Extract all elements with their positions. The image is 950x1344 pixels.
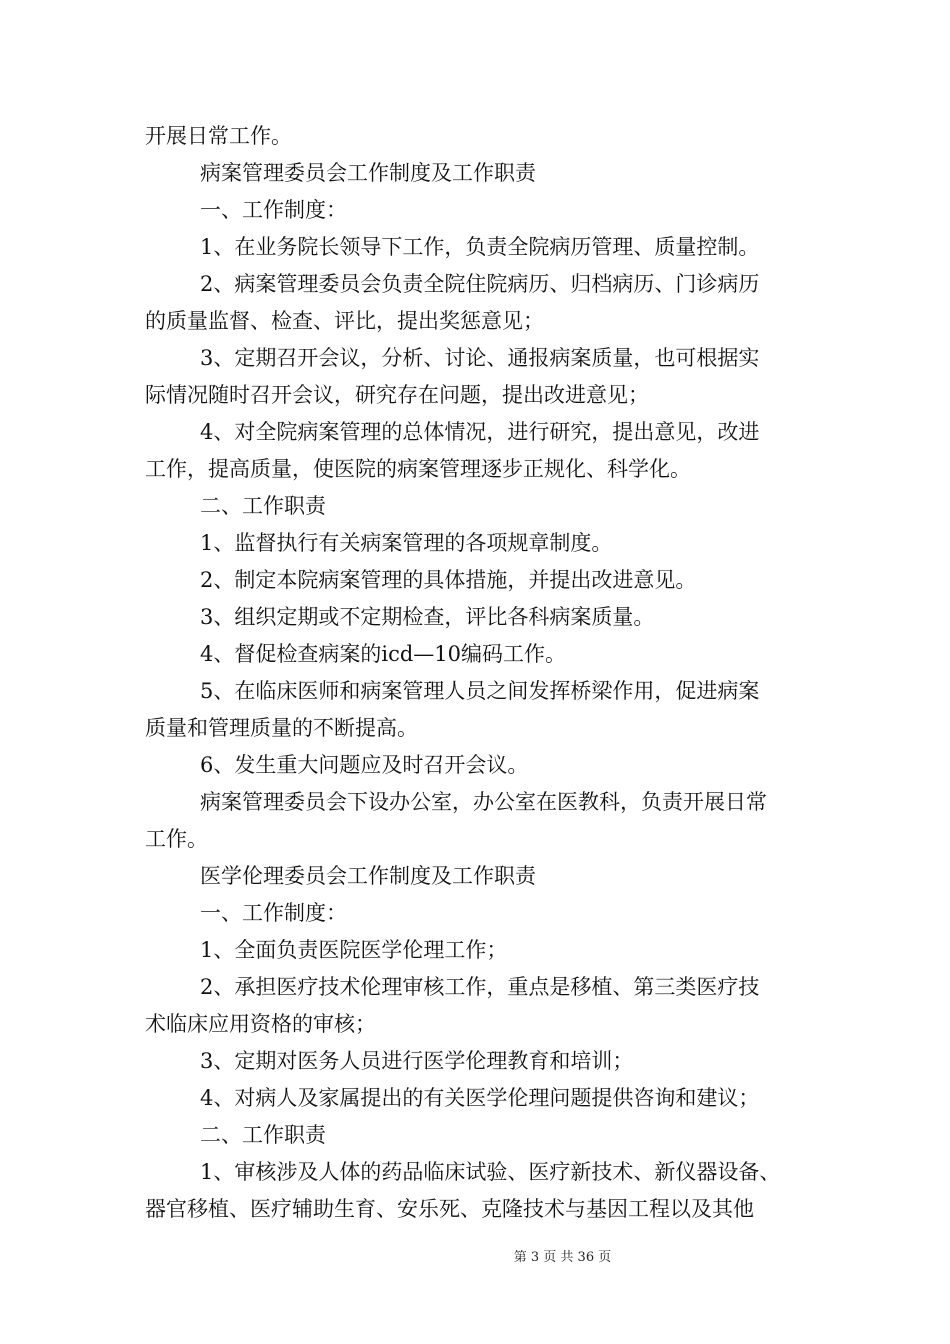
text-line: 3、定期对医务人员进行医学伦理教育和培训； (200, 1049, 634, 1073)
text-line: 6、发生重大问题应及时召开会议。 (200, 753, 529, 777)
text-line: 的质量监督、检查、评比，提出奖惩意见； (145, 309, 544, 333)
text-line: 病案管理委员会下设办公室，办公室在医教科，负责开展日常 (200, 790, 767, 814)
text-line: 2、承担医疗技术伦理审核工作，重点是移植、第三类医疗技 (200, 975, 760, 999)
text-line: 2、病案管理委员会负责全院住院病历、归档病历、门诊病历 (200, 272, 760, 296)
text-line: 术临床应用资格的审核； (145, 1012, 376, 1036)
text-line: 4、对病人及家属提出的有关医学伦理问题提供咨询和建议； (200, 1086, 760, 1110)
subsection-heading: 二、工作职责 (200, 494, 326, 518)
section-title: 医学伦理委员会工作制度及工作职责 (200, 864, 536, 888)
section-title: 病案管理委员会工作制度及工作职责 (200, 161, 536, 185)
body-text (145, 118, 810, 1228)
page-number-footer: 第 3 页 共 36 页 (513, 1250, 612, 1265)
text-line: 开展日常工作。 (145, 124, 292, 148)
text-line: 3、组织定期或不定期检查，评比各科病案质量。 (200, 605, 655, 629)
text-line: 工作，提高质量，使医院的病案管理逐步正规化、科学化。 (145, 457, 691, 481)
text-line: 际情况随时召开会议，研究存在问题，提出改进意见； (145, 383, 649, 407)
text-line: 1、监督执行有关病案管理的各项规章制度。 (200, 531, 613, 555)
subsection-heading: 一、工作制度： (200, 901, 347, 925)
text-line: 质量和管理质量的不断提高。 (145, 716, 418, 740)
subsection-heading: 一、工作制度： (200, 198, 347, 222)
text-line: 4、督促检查病案的icd—10编码工作。 (200, 642, 567, 666)
subsection-heading: 二、工作职责 (200, 1123, 326, 1147)
text-line: 3、定期召开会议，分析、讨论、通报病案质量，也可根据实 (200, 346, 760, 370)
text-line: 器官移植、医疗辅助生育、安乐死、克隆技术与基因工程以及其他 (145, 1197, 754, 1221)
text-line: 1、全面负责医院医学伦理工作； (200, 938, 508, 962)
text-line: 4、对全院病案管理的总体情况，进行研究，提出意见，改进 (200, 420, 760, 444)
text-line: 工作。 (145, 827, 208, 851)
text-line: 5、在临床医师和病案管理人员之间发挥桥梁作用，促进病案 (200, 679, 760, 703)
text-line: 1、在业务院长领导下工作，负责全院病历管理、质量控制。 (200, 235, 760, 259)
text-line: 2、制定本院病案管理的具体措施，并提出改进意见。 (200, 568, 697, 592)
text-line: 1、审核涉及人体的药品临床试验、医疗新技术、新仪器设备、 (200, 1160, 781, 1184)
